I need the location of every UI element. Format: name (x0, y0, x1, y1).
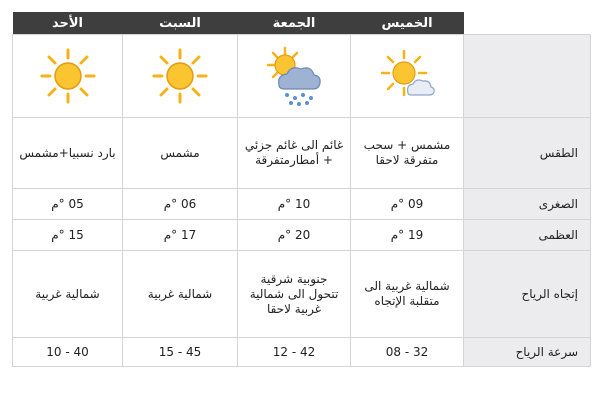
saturday-weather-cell (123, 35, 238, 118)
day-header-friday: الجمعة (238, 12, 351, 35)
weather-thursday: مشمس + سحب متفرقة لاحقا (351, 118, 464, 189)
thursday-weather-cell (351, 35, 464, 118)
friday-weather-cell (238, 35, 351, 118)
max-friday: 20 °م (238, 220, 351, 251)
wind-dir-friday: جنوبية شرقية تتحول الى شمالية غربية لاحقا (238, 251, 351, 338)
sun-cloud-icon (378, 47, 436, 105)
sunday-weather-cell (13, 35, 123, 118)
wind-dir-saturday: شمالية غربية (123, 251, 238, 338)
max-thursday: 19 °م (351, 220, 464, 251)
weather-label: الطقس (464, 118, 591, 189)
weather-forecast (12, 12, 590, 382)
max-temp-label: العظمى (464, 220, 591, 251)
day-header-sunday: الأحد (13, 12, 123, 35)
day-header-row (13, 12, 591, 35)
min-temp-label: الصغرى (464, 189, 591, 220)
min-thursday: 09 °م (351, 189, 464, 220)
wind-dir-sunday: شمالية غربية (13, 251, 123, 338)
wind-direction-label: إتجاه الرياح (464, 251, 591, 338)
wind-speed-sunday: 10 - 40 (13, 338, 123, 367)
min-saturday: 06 °م (123, 189, 238, 220)
day-header-saturday: السبت (123, 12, 238, 35)
min-sunday: 05 °م (13, 189, 123, 220)
weather-sunday: بارد نسبيا+مشمس (13, 118, 123, 189)
wind-speed-saturday: 15 - 45 (123, 338, 238, 367)
forecast-table (12, 12, 591, 367)
weather-saturday: مشمس (123, 118, 238, 189)
sun-icon (151, 47, 209, 105)
icon-row (13, 35, 591, 118)
day-header-thursday: الخميس (351, 12, 464, 35)
min-temp-row (13, 189, 591, 220)
weather-row (13, 118, 591, 189)
max-sunday: 15 °م (13, 220, 123, 251)
weather-friday: غائم الى غائم جزئي + أمطارمتفرقة (238, 118, 351, 189)
wind-direction-row (13, 251, 591, 338)
wind-speed-friday: 12 - 42 (238, 338, 351, 367)
sun-icon (39, 47, 97, 105)
icon-row-label (464, 35, 591, 118)
wind-speed-label: سرعة الرياح (464, 338, 591, 367)
header-corner (464, 12, 591, 35)
max-saturday: 17 °م (123, 220, 238, 251)
sun-rain-cloud-icon (263, 45, 325, 107)
min-friday: 10 °م (238, 189, 351, 220)
max-temp-row (13, 220, 591, 251)
wind-speed-thursday: 08 - 32 (351, 338, 464, 367)
wind-dir-thursday: شمالية غربية الى متقلبة الإتجاه (351, 251, 464, 338)
wind-speed-row (13, 338, 591, 367)
